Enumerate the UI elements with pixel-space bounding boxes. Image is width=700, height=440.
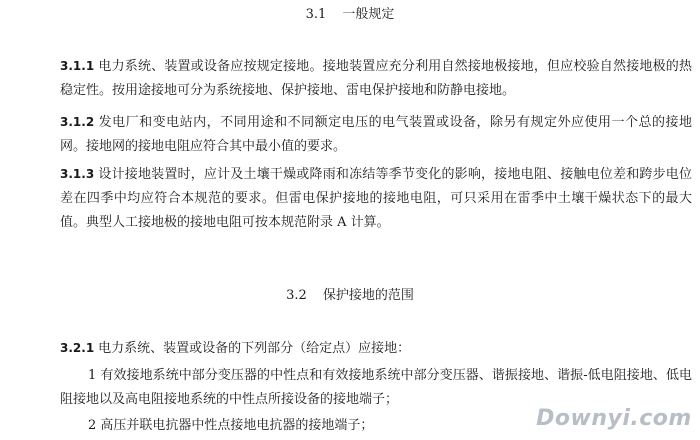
clause-3-2-1	[60, 336, 692, 361]
clause-text: 发电厂和变电站内，不同用途和不同额定电压的电气装置或设备，除另有规定外应使用一个总的接地网。接地网的接地电阻应符合其中最小值的要求。	[60, 115, 692, 154]
clause-text: 设计接地装置时，应计及土壤干燥或降雨和冻结等季节变化的影响，接地电阻、接触电位差和跨步电位差在四季中均应符合本规范的要求。但雷电保护接地的接地电阻，可只采用在雷季中土壤干燥状态下的最大值。典型人工接地极的接地电阻可按本规范附录 A 计算。	[60, 167, 692, 230]
watermark-logo	[538, 400, 690, 436]
clause-3-1-3	[60, 162, 692, 235]
clause-3-1-1	[60, 54, 692, 103]
section-title: 一般规定	[342, 7, 395, 22]
section-heading-3-1	[0, 6, 700, 24]
list-item: 2 高压并联电抗器中性点接地电抗器的接地端子；	[88, 418, 374, 433]
clause-number: 3.1.2	[60, 115, 95, 129]
clause-number: 3.1.1	[60, 59, 95, 73]
watermark-text: Downyi.com	[536, 405, 692, 431]
section-number: 3.2	[286, 288, 307, 303]
clause-text: 电力系统、装置或设备应按规定接地。接地装置应充分利用自然接地极接地，但应校验自然接地极的热稳定性。按用途接地可分为系统接地、保护接地、雷电保护接地和防静电接地。	[60, 59, 692, 98]
clause-text: 电力系统、装置或设备的下列部分（给定点）应接地：	[98, 341, 411, 356]
clause-number: 3.2.1	[60, 341, 95, 355]
clause-number: 3.1.3	[60, 167, 95, 181]
section-number: 3.1	[305, 7, 327, 22]
section-title: 保护接地的范围	[322, 288, 414, 303]
clause-3-1-2	[60, 110, 692, 159]
list-item: 1 有效接地系统中部分变压器的中性点和有效接地系统中部分变压器、谐振接地、谐振-低电阻接地、低电阻接地以及高电阻接地系统的中性点所接设备的接地端子；	[60, 368, 692, 407]
section-heading-3-2	[0, 287, 700, 305]
